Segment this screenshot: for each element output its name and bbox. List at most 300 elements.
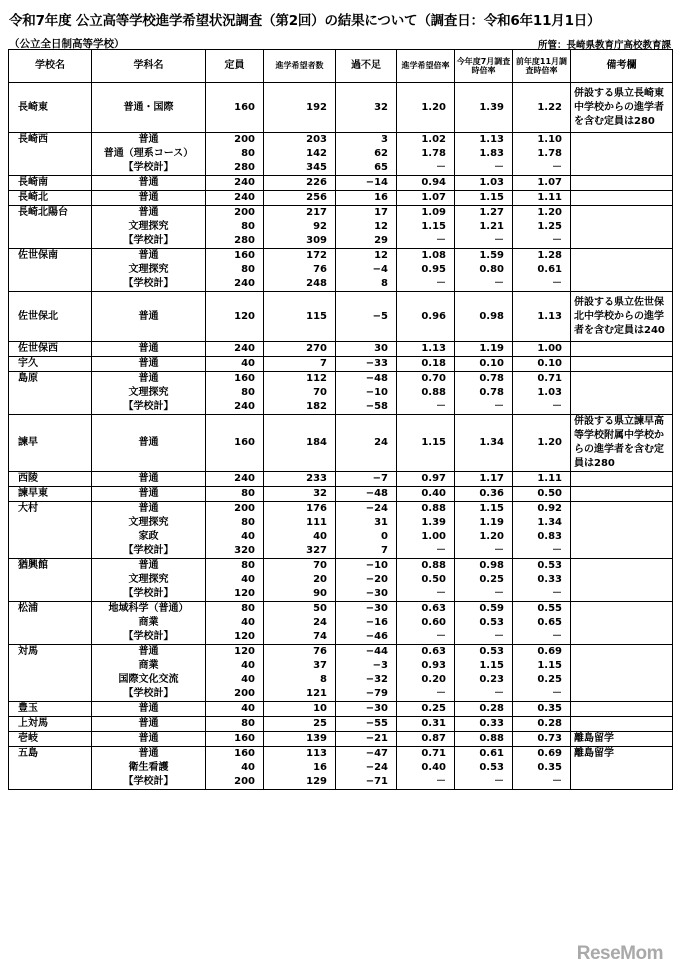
table-row xyxy=(9,645,673,660)
ratio-cell: 0.25 xyxy=(397,702,455,717)
july-ratio-cell: 0.88 xyxy=(455,732,513,747)
july-ratio-cell: 1.83 xyxy=(455,147,513,161)
notes-cell xyxy=(571,372,673,415)
prev-ratio-cell: 0.50 xyxy=(513,487,571,502)
july-ratio-cell: 1.59 xyxy=(455,249,513,264)
table-row xyxy=(9,249,673,264)
page-title: 令和7年度 公立高等学校進学希望状況調査（第2回）の結果について（調査日：令和6年11月1日） xyxy=(9,13,601,29)
july-ratio-cell: 1.34 xyxy=(455,415,513,472)
diff-cell: −20 xyxy=(336,573,397,587)
ratio-cell: 0.18 xyxy=(397,357,455,372)
course-cell: 普通 xyxy=(92,747,206,762)
prev-ratio-cell: 0.61 xyxy=(513,263,571,277)
notes-cell xyxy=(571,559,673,602)
diff-cell: 30 xyxy=(336,342,397,357)
table-row xyxy=(9,133,673,148)
course-cell: 【学校計】 xyxy=(92,630,206,645)
july-ratio-cell: 0.78 xyxy=(455,386,513,400)
july-ratio-cell: 0.10 xyxy=(455,357,513,372)
capacity-cell: 200 xyxy=(206,502,264,517)
applicants-cell: 226 xyxy=(264,176,336,191)
ratio-cell: － xyxy=(397,277,455,292)
department-label: 所管：長崎県教育庁高校教育課 xyxy=(537,40,671,51)
prev-ratio-cell: 0.83 xyxy=(513,530,571,544)
ratio-cell: 1.78 xyxy=(397,147,455,161)
prev-ratio-cell: 1.78 xyxy=(513,147,571,161)
course-cell: 地域科学（普通） xyxy=(92,602,206,617)
course-cell: 【学校計】 xyxy=(92,400,206,415)
ratio-cell: － xyxy=(397,587,455,602)
ratio-cell: － xyxy=(397,400,455,415)
notes-cell xyxy=(571,472,673,487)
course-cell: 【学校計】 xyxy=(92,161,206,176)
table-row xyxy=(9,415,673,472)
july-ratio-cell: 0.98 xyxy=(455,559,513,574)
course-cell: 普通 xyxy=(92,342,206,357)
course-cell: 普通 xyxy=(92,645,206,660)
ratio-cell: 1.08 xyxy=(397,249,455,264)
capacity-cell: 200 xyxy=(206,133,264,148)
diff-cell: 17 xyxy=(336,206,397,221)
school-name-cell: 佐世保南 xyxy=(9,249,92,292)
course-cell: 普通 xyxy=(92,472,206,487)
july-ratio-cell: － xyxy=(455,630,513,645)
applicants-cell: 10 xyxy=(264,702,336,717)
ratio-cell: － xyxy=(397,544,455,559)
capacity-cell: 320 xyxy=(206,544,264,559)
applicants-cell: 115 xyxy=(264,292,336,342)
diff-cell: −48 xyxy=(336,372,397,387)
ratio-cell: 1.07 xyxy=(397,191,455,206)
july-ratio-cell: － xyxy=(455,687,513,702)
prev-ratio-cell: － xyxy=(513,630,571,645)
course-cell: 【学校計】 xyxy=(92,277,206,292)
applicants-cell: 203 xyxy=(264,133,336,148)
july-ratio-cell: － xyxy=(455,775,513,790)
course-cell: 文理探究 xyxy=(92,263,206,277)
july-ratio-cell: 1.13 xyxy=(455,133,513,148)
ratio-cell: － xyxy=(397,775,455,790)
notes-cell: 併設する県立諫早高等学校附属中学校からの進学者を含む定員は280 xyxy=(571,415,673,472)
school-name-cell: 大村 xyxy=(9,502,92,559)
course-cell: 普通 xyxy=(92,372,206,387)
prev-ratio-cell: 1.10 xyxy=(513,133,571,148)
school-name-cell: 西陵 xyxy=(9,472,92,487)
prev-ratio-cell: － xyxy=(513,161,571,176)
prev-ratio-cell: 0.28 xyxy=(513,717,571,732)
capacity-cell: 40 xyxy=(206,761,264,775)
ratio-cell: 0.31 xyxy=(397,717,455,732)
diff-cell: 12 xyxy=(336,249,397,264)
applicants-cell: 74 xyxy=(264,630,336,645)
ratio-cell: － xyxy=(397,630,455,645)
capacity-cell: 80 xyxy=(206,717,264,732)
applicants-cell: 345 xyxy=(264,161,336,176)
capacity-cell: 40 xyxy=(206,702,264,717)
july-ratio-cell: 1.15 xyxy=(455,191,513,206)
july-ratio-cell: 0.98 xyxy=(455,292,513,342)
course-cell: 普通・国際 xyxy=(92,83,206,133)
notes-cell xyxy=(571,357,673,372)
diff-cell: −30 xyxy=(336,587,397,602)
applicants-cell: 24 xyxy=(264,616,336,630)
prev-ratio-cell: 1.11 xyxy=(513,191,571,206)
course-cell: 【学校計】 xyxy=(92,544,206,559)
ratio-cell: － xyxy=(397,161,455,176)
capacity-cell: 40 xyxy=(206,357,264,372)
ratio-cell: 0.20 xyxy=(397,673,455,687)
diff-cell: −16 xyxy=(336,616,397,630)
ratio-cell: 0.63 xyxy=(397,645,455,660)
capacity-cell: 160 xyxy=(206,732,264,747)
table-row xyxy=(9,206,673,221)
course-cell: 普通 xyxy=(92,292,206,342)
applicants-cell: 76 xyxy=(264,263,336,277)
course-cell: 普通 xyxy=(92,502,206,517)
applicants-cell: 184 xyxy=(264,415,336,472)
july-ratio-cell: 0.53 xyxy=(455,616,513,630)
notes-cell xyxy=(571,602,673,645)
school-name-cell: 壱岐 xyxy=(9,732,92,747)
notes-cell xyxy=(571,645,673,702)
col-header-prev-ratio: 前年度11月調査時倍率 xyxy=(513,50,571,83)
diff-cell: −32 xyxy=(336,673,397,687)
diff-cell: 32 xyxy=(336,83,397,133)
applicants-cell: 92 xyxy=(264,220,336,234)
table-row xyxy=(9,502,673,517)
july-ratio-cell: 0.78 xyxy=(455,372,513,387)
applicants-cell: 112 xyxy=(264,372,336,387)
diff-cell: −55 xyxy=(336,717,397,732)
diff-cell: −10 xyxy=(336,386,397,400)
july-ratio-cell: － xyxy=(455,544,513,559)
school-name-cell: 長崎西 xyxy=(9,133,92,176)
diff-cell: −7 xyxy=(336,472,397,487)
table-row xyxy=(9,717,673,732)
applicants-cell: 256 xyxy=(264,191,336,206)
school-name-cell: 諫早東 xyxy=(9,487,92,502)
course-cell: 文理探究 xyxy=(92,386,206,400)
prev-ratio-cell: 0.69 xyxy=(513,645,571,660)
ratio-cell: 1.09 xyxy=(397,206,455,221)
prev-ratio-cell: 1.00 xyxy=(513,342,571,357)
capacity-cell: 120 xyxy=(206,587,264,602)
course-cell: 文理探究 xyxy=(92,573,206,587)
diff-cell: −46 xyxy=(336,630,397,645)
course-cell: 普通（理系コース） xyxy=(92,147,206,161)
course-cell: 【学校計】 xyxy=(92,234,206,249)
notes-cell xyxy=(571,249,673,292)
prev-ratio-cell: － xyxy=(513,544,571,559)
capacity-cell: 120 xyxy=(206,630,264,645)
capacity-cell: 160 xyxy=(206,83,264,133)
applicants-cell: 70 xyxy=(264,559,336,574)
course-cell: 文理探究 xyxy=(92,516,206,530)
col-header-school: 学校名 xyxy=(9,50,92,83)
diff-cell: 16 xyxy=(336,191,397,206)
capacity-cell: 80 xyxy=(206,487,264,502)
ratio-cell: 0.40 xyxy=(397,487,455,502)
results-table xyxy=(8,49,673,790)
course-cell: 普通 xyxy=(92,191,206,206)
ratio-cell: 0.87 xyxy=(397,732,455,747)
applicants-cell: 90 xyxy=(264,587,336,602)
july-ratio-cell: 1.27 xyxy=(455,206,513,221)
table-body xyxy=(9,83,673,790)
capacity-cell: 240 xyxy=(206,277,264,292)
applicants-cell: 309 xyxy=(264,234,336,249)
prev-ratio-cell: 1.28 xyxy=(513,249,571,264)
col-header-applicants: 進学希望者数 xyxy=(264,50,336,83)
prev-ratio-cell: 1.22 xyxy=(513,83,571,133)
applicants-cell: 121 xyxy=(264,687,336,702)
ratio-cell: － xyxy=(397,234,455,249)
table-row xyxy=(9,372,673,387)
diff-cell: −48 xyxy=(336,487,397,502)
col-header-july-ratio: 今年度7月調査時倍率 xyxy=(455,50,513,83)
table-row xyxy=(9,732,673,747)
july-ratio-cell: 0.59 xyxy=(455,602,513,617)
course-cell: 普通 xyxy=(92,415,206,472)
prev-ratio-cell: 0.33 xyxy=(513,573,571,587)
school-name-cell: 上対馬 xyxy=(9,717,92,732)
july-ratio-cell: 1.39 xyxy=(455,83,513,133)
capacity-cell: 200 xyxy=(206,206,264,221)
capacity-cell: 240 xyxy=(206,191,264,206)
course-cell: 普通 xyxy=(92,487,206,502)
applicants-cell: 192 xyxy=(264,83,336,133)
course-cell: 普通 xyxy=(92,176,206,191)
july-ratio-cell: 0.28 xyxy=(455,702,513,717)
ratio-cell: 0.97 xyxy=(397,472,455,487)
ratio-cell: 0.70 xyxy=(397,372,455,387)
prev-ratio-cell: － xyxy=(513,775,571,790)
ratio-cell: 1.20 xyxy=(397,83,455,133)
july-ratio-cell: 0.33 xyxy=(455,717,513,732)
notes-cell xyxy=(571,176,673,191)
course-cell: 普通 xyxy=(92,732,206,747)
capacity-cell: 240 xyxy=(206,472,264,487)
ratio-cell: 0.63 xyxy=(397,602,455,617)
july-ratio-cell: － xyxy=(455,400,513,415)
applicants-cell: 50 xyxy=(264,602,336,617)
school-name-cell: 佐世保西 xyxy=(9,342,92,357)
capacity-cell: 80 xyxy=(206,559,264,574)
diff-cell: −3 xyxy=(336,659,397,673)
capacity-cell: 80 xyxy=(206,220,264,234)
course-cell: 家政 xyxy=(92,530,206,544)
table-row xyxy=(9,487,673,502)
capacity-cell: 200 xyxy=(206,687,264,702)
applicants-cell: 248 xyxy=(264,277,336,292)
course-cell: 商業 xyxy=(92,616,206,630)
diff-cell: −47 xyxy=(336,747,397,762)
july-ratio-cell: 1.17 xyxy=(455,472,513,487)
table-row xyxy=(9,83,673,133)
diff-cell: 62 xyxy=(336,147,397,161)
notes-cell xyxy=(571,342,673,357)
diff-cell: −5 xyxy=(336,292,397,342)
july-ratio-cell: 1.19 xyxy=(455,516,513,530)
prev-ratio-cell: 1.03 xyxy=(513,386,571,400)
ratio-cell: 1.13 xyxy=(397,342,455,357)
school-name-cell: 宇久 xyxy=(9,357,92,372)
july-ratio-cell: － xyxy=(455,161,513,176)
july-ratio-cell: － xyxy=(455,277,513,292)
school-name-cell: 豊玉 xyxy=(9,702,92,717)
applicants-cell: 20 xyxy=(264,573,336,587)
applicants-cell: 40 xyxy=(264,530,336,544)
diff-cell: −30 xyxy=(336,602,397,617)
diff-cell: 31 xyxy=(336,516,397,530)
course-cell: 【学校計】 xyxy=(92,587,206,602)
applicants-cell: 139 xyxy=(264,732,336,747)
prev-ratio-cell: 0.73 xyxy=(513,732,571,747)
prev-ratio-cell: 0.92 xyxy=(513,502,571,517)
school-name-cell: 諫早 xyxy=(9,415,92,472)
ratio-cell: 0.40 xyxy=(397,761,455,775)
applicants-cell: 270 xyxy=(264,342,336,357)
notes-cell xyxy=(571,487,673,502)
prev-ratio-cell: 1.20 xyxy=(513,206,571,221)
course-cell: 普通 xyxy=(92,357,206,372)
col-header-course: 学科名 xyxy=(92,50,206,83)
prev-ratio-cell: 0.53 xyxy=(513,559,571,574)
applicants-cell: 233 xyxy=(264,472,336,487)
diff-cell: 65 xyxy=(336,161,397,176)
course-cell: 衛生看護 xyxy=(92,761,206,775)
school-name-cell: 長崎南 xyxy=(9,176,92,191)
july-ratio-cell: 1.15 xyxy=(455,502,513,517)
prev-ratio-cell: － xyxy=(513,687,571,702)
course-cell: 普通 xyxy=(92,702,206,717)
capacity-cell: 80 xyxy=(206,516,264,530)
prev-ratio-cell: 0.55 xyxy=(513,602,571,617)
diff-cell: −30 xyxy=(336,702,397,717)
prev-ratio-cell: 1.34 xyxy=(513,516,571,530)
july-ratio-cell: － xyxy=(455,587,513,602)
table-header-row xyxy=(9,50,673,83)
july-ratio-cell: 0.23 xyxy=(455,673,513,687)
ratio-cell: 0.93 xyxy=(397,659,455,673)
capacity-cell: 80 xyxy=(206,263,264,277)
notes-cell: 併設する県立佐世保北中学校からの進学者を含む定員は240 xyxy=(571,292,673,342)
col-header-capacity: 定員 xyxy=(206,50,264,83)
table-row xyxy=(9,292,673,342)
diff-cell: −24 xyxy=(336,761,397,775)
prev-ratio-cell: － xyxy=(513,400,571,415)
prev-ratio-cell: 0.71 xyxy=(513,372,571,387)
col-header-diff: 過不足 xyxy=(336,50,397,83)
table-row xyxy=(9,342,673,357)
ratio-cell: 1.39 xyxy=(397,516,455,530)
capacity-cell: 240 xyxy=(206,400,264,415)
course-cell: 普通 xyxy=(92,206,206,221)
prev-ratio-cell: 0.65 xyxy=(513,616,571,630)
july-ratio-cell: － xyxy=(455,234,513,249)
diff-cell: −24 xyxy=(336,502,397,517)
ratio-cell: 0.50 xyxy=(397,573,455,587)
ratio-cell: 0.88 xyxy=(397,502,455,517)
table-row xyxy=(9,176,673,191)
capacity-cell: 160 xyxy=(206,249,264,264)
applicants-cell: 217 xyxy=(264,206,336,221)
diff-cell: −14 xyxy=(336,176,397,191)
applicants-cell: 172 xyxy=(264,249,336,264)
july-ratio-cell: 1.15 xyxy=(455,659,513,673)
school-name-cell: 長崎東 xyxy=(9,83,92,133)
notes-cell: 離島留学 xyxy=(571,747,673,790)
july-ratio-cell: 1.20 xyxy=(455,530,513,544)
applicants-cell: 37 xyxy=(264,659,336,673)
notes-cell: 離島留学 xyxy=(571,732,673,747)
prev-ratio-cell: 1.15 xyxy=(513,659,571,673)
notes-cell xyxy=(571,502,673,559)
capacity-cell: 40 xyxy=(206,616,264,630)
prev-ratio-cell: 1.25 xyxy=(513,220,571,234)
capacity-cell: 40 xyxy=(206,530,264,544)
applicants-cell: 129 xyxy=(264,775,336,790)
table-row xyxy=(9,702,673,717)
course-cell: 【学校計】 xyxy=(92,775,206,790)
capacity-cell: 160 xyxy=(206,747,264,762)
prev-ratio-cell: － xyxy=(513,234,571,249)
capacity-cell: 80 xyxy=(206,602,264,617)
ratio-cell: 0.71 xyxy=(397,747,455,762)
notes-cell xyxy=(571,133,673,176)
prev-ratio-cell: － xyxy=(513,277,571,292)
applicants-cell: 182 xyxy=(264,400,336,415)
july-ratio-cell: 0.25 xyxy=(455,573,513,587)
july-ratio-cell: 0.61 xyxy=(455,747,513,762)
applicants-cell: 16 xyxy=(264,761,336,775)
july-ratio-cell: 1.03 xyxy=(455,176,513,191)
ratio-cell: 1.00 xyxy=(397,530,455,544)
notes-cell xyxy=(571,702,673,717)
capacity-cell: 40 xyxy=(206,673,264,687)
school-name-cell: 対馬 xyxy=(9,645,92,702)
ratio-cell: 1.15 xyxy=(397,220,455,234)
diff-cell: 24 xyxy=(336,415,397,472)
table-row xyxy=(9,191,673,206)
table-row xyxy=(9,472,673,487)
table-row xyxy=(9,747,673,762)
diff-cell: 12 xyxy=(336,220,397,234)
july-ratio-cell: 0.80 xyxy=(455,263,513,277)
ratio-cell: 0.95 xyxy=(397,263,455,277)
diff-cell: −44 xyxy=(336,645,397,660)
diff-cell: 0 xyxy=(336,530,397,544)
applicants-cell: 113 xyxy=(264,747,336,762)
course-cell: 文理探究 xyxy=(92,220,206,234)
capacity-cell: 160 xyxy=(206,415,264,472)
july-ratio-cell: 0.53 xyxy=(455,645,513,660)
school-name-cell: 島原 xyxy=(9,372,92,415)
course-cell: 普通 xyxy=(92,249,206,264)
course-cell: 商業 xyxy=(92,659,206,673)
prev-ratio-cell: 0.69 xyxy=(513,747,571,762)
course-cell: 国際文化交流 xyxy=(92,673,206,687)
table-row xyxy=(9,357,673,372)
applicants-cell: 142 xyxy=(264,147,336,161)
ratio-cell: － xyxy=(397,687,455,702)
course-cell: 【学校計】 xyxy=(92,687,206,702)
notes-cell xyxy=(571,191,673,206)
col-header-ratio: 進学希望倍率 xyxy=(397,50,455,83)
ratio-cell: 0.88 xyxy=(397,559,455,574)
capacity-cell: 40 xyxy=(206,659,264,673)
prev-ratio-cell: 0.10 xyxy=(513,357,571,372)
